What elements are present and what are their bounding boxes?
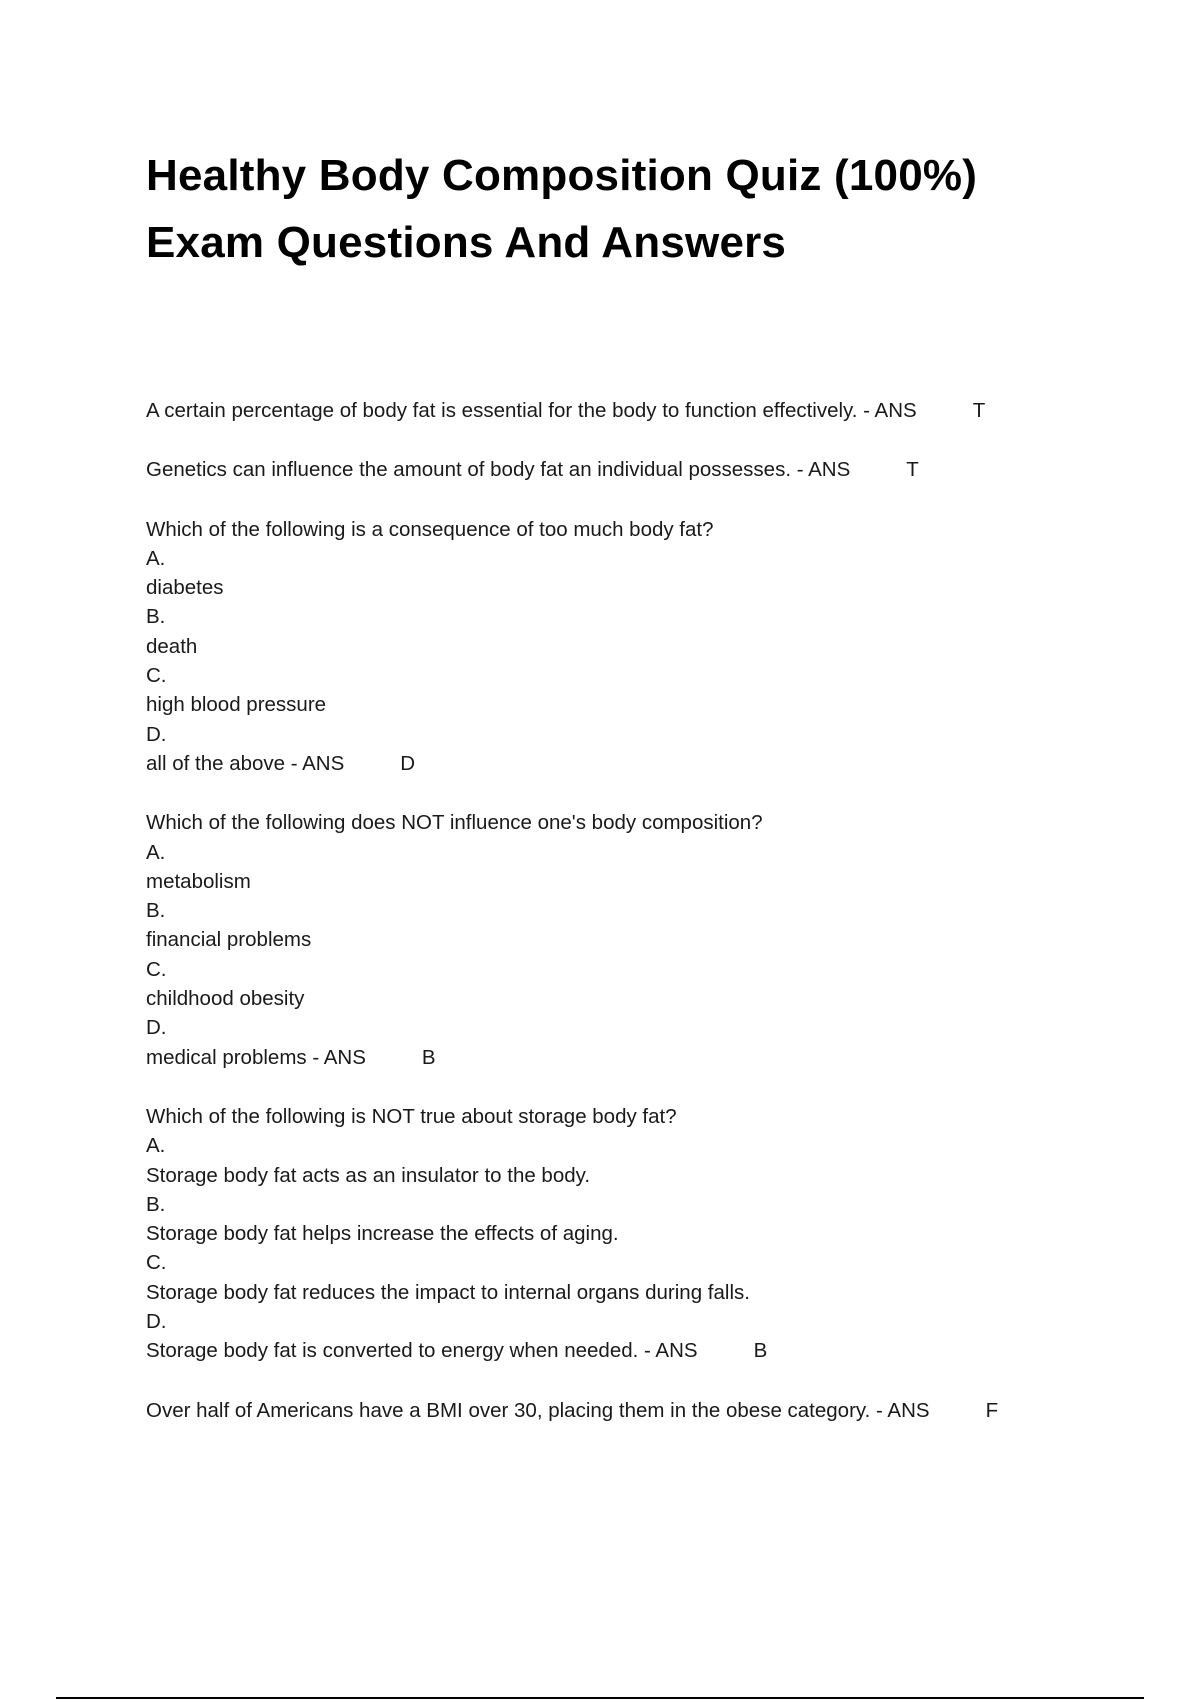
option-letter: C.: [146, 1251, 167, 1275]
answer-value: B: [753, 1339, 768, 1363]
document-title: [146, 142, 1106, 276]
option-letter: C.: [146, 957, 167, 981]
option-letter: D.: [146, 722, 167, 746]
option-text: Storage body fat helps increase the effects of aging.: [146, 1222, 619, 1246]
answer-value: F: [985, 1398, 999, 1422]
option-text: Storage body fat reduces the impact to internal organs during falls.: [146, 1280, 750, 1304]
question-prompt: Which of the following is NOT true about storage body fat?: [146, 1104, 677, 1128]
option-text: medical problems - ANS: [146, 1045, 366, 1069]
option-letter: D.: [146, 1310, 167, 1334]
option-text: childhood obesity: [146, 987, 305, 1011]
option-letter: A.: [146, 840, 166, 864]
question-block-5: [146, 1102, 1106, 1366]
question-block-3: [146, 515, 1106, 779]
answer-value: T: [972, 399, 986, 422]
option-letter: B.: [146, 605, 166, 629]
option-with-answer: [146, 1336, 1106, 1365]
option-text: death: [146, 634, 198, 658]
option-letter: B.: [146, 1192, 166, 1216]
question-prompt: A certain percentage of body fat is essential for the body to function effectively. - ANS: [146, 399, 917, 422]
option-text: diabetes: [146, 576, 224, 600]
option-with-answer: [146, 1043, 1106, 1072]
option-letter: A.: [146, 546, 166, 570]
option-letter: D.: [146, 1016, 167, 1040]
option-letter: A.: [146, 1134, 166, 1158]
question-text: [146, 455, 1106, 484]
question-block-4: [146, 808, 1106, 1072]
option-text: high blood pressure: [146, 693, 327, 717]
option-letter: B.: [146, 899, 166, 923]
question-prompt: Over half of Americans have a BMI over 30, placing them in the obese category. - ANS: [146, 1398, 930, 1422]
footer-divider: [56, 1697, 1144, 1699]
option-text: metabolism: [146, 869, 251, 893]
answer-value: D: [400, 751, 416, 775]
answer-value: B: [421, 1045, 436, 1069]
option-text: Storage body fat acts as an insulator to the body.: [146, 1163, 591, 1187]
answer-value: T: [906, 458, 919, 482]
option-text: financial problems: [146, 928, 312, 952]
title-line-1: Healthy Body Composition Quiz (100%): [146, 151, 978, 200]
quiz-content: [146, 396, 1106, 1455]
question-text: [146, 396, 1106, 425]
option-text: Storage body fat is converted to energy when needed. - ANS: [146, 1339, 698, 1363]
question-block-1: [146, 396, 1106, 425]
option-letter: C.: [146, 664, 167, 688]
question-block-2: [146, 455, 1106, 484]
option-text: all of the above - ANS: [146, 751, 345, 775]
question-prompt: Which of the following is a consequence of too much body fat?: [146, 517, 714, 541]
question-block-6: [146, 1396, 1106, 1425]
title-line-2: Exam Questions And Answers: [146, 218, 787, 267]
question-prompt: Genetics can influence the amount of body fat an individual possesses. - ANS: [146, 458, 851, 482]
question-prompt: Which of the following does NOT influence one's body composition?: [146, 811, 763, 835]
option-with-answer: [146, 749, 1106, 778]
question-text: [146, 1396, 1106, 1425]
